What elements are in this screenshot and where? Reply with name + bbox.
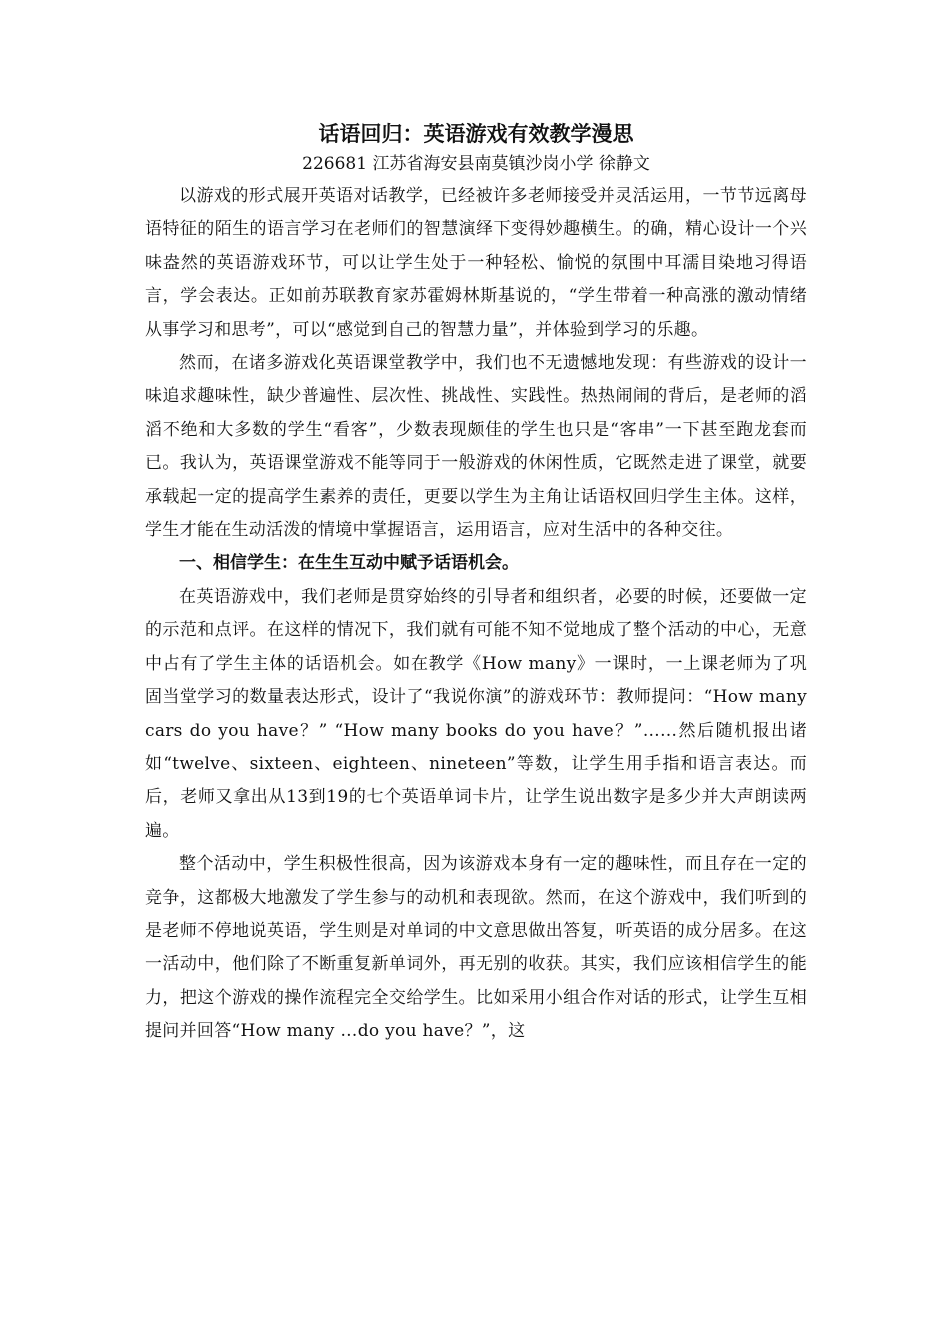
section1-paragraph-1: 在英语游戏中，我们老师是贯穿始终的引导者和组织者，必要的时候，还要做一定的示范和点评。在这样的情况下，我们就有可能不知不觉地成了整个活动的中心，无意中占有了学生主体的话语机会。如在教学《How many》一课时，一上课老师为了巩固当堂学习的数量表达形式，设计了“我说你演”的游戏环节：教师提问：“How many cars do you have？” “How many books do you have？”……然后随机报出诸如“twelve、sixteen、eighteen、nineteen”等数，让学生用手指和语言表达。而后，老师又拿出从13到19的七个英语单词卡片，让学生说出数字是多少并大声朗读两遍。 — [145, 586, 807, 841]
author-byline: 226681 江苏省海安县南莫镇沙岗小学 徐静文 — [302, 154, 650, 174]
intro-paragraph-1: 以游戏的形式展开英语对话教学，已经被许多老师接受并灵活运用，一节节远离母语特征的陌生的语言学习在老师们的智慧演绎下变得妙趣横生。的确，精心设计一个兴味盎然的英语游戏环节，可以让学生处于一种轻松、愉悦的氛围中耳濡目染地习得语言，学会表达。正如前苏联教育家苏霍姆林斯基说的，“学生带着一种高涨的激动情绪从事学习和思考”，可以“感觉到自己的智慧力量”，并体验到学习的乐趣。 — [145, 186, 807, 340]
section-heading-1: 一、相信学生：在生生互动中赋予话语机会。 — [179, 553, 519, 574]
article-title: 话语回归：英语游戏有效教学漫思 — [318, 122, 634, 146]
section1-paragraph-2: 整个活动中，学生积极性很高，因为该游戏本身有一定的趣味性，而且存在一定的竞争，这都极大地激发了学生参与的动机和表现欲。然而，在这个游戏中，我们听到的是老师不停地说英语，学生则是对单词的中文意思做出答复，听英语的成分居多。在这一活动中，他们除了不断重复新单词外，再无别的收获。其实，我们应该相信学生的能力，把这个游戏的操作流程完全交给学生。比如采用小组合作对话的形式，让学生互相提问并回答“How many …do you have？”，这 — [145, 854, 807, 1042]
intro-paragraph-2: 然而，在诸多游戏化英语课堂教学中，我们也不无遗憾地发现：有些游戏的设计一味追求趣味性，缺少普遍性、层次性、挑战性、实践性。热热闹闹的背后，是老师的滔滔不绝和大多数的学生“看客”，少数表现颇佳的学生也只是“客串”一下甚至跑龙套而已。我认为，英语课堂游戏不能等同于一般游戏的休闲性质，它既然走进了课堂，就要承载起一定的提高学生素养的责任，更要以学生为主角让话语权回归学生主体。这样，学生才能在生动活泼的情境中掌握语言，运用语言，应对生活中的各种交往。 — [145, 353, 807, 541]
document-page — [145, 118, 807, 1049]
